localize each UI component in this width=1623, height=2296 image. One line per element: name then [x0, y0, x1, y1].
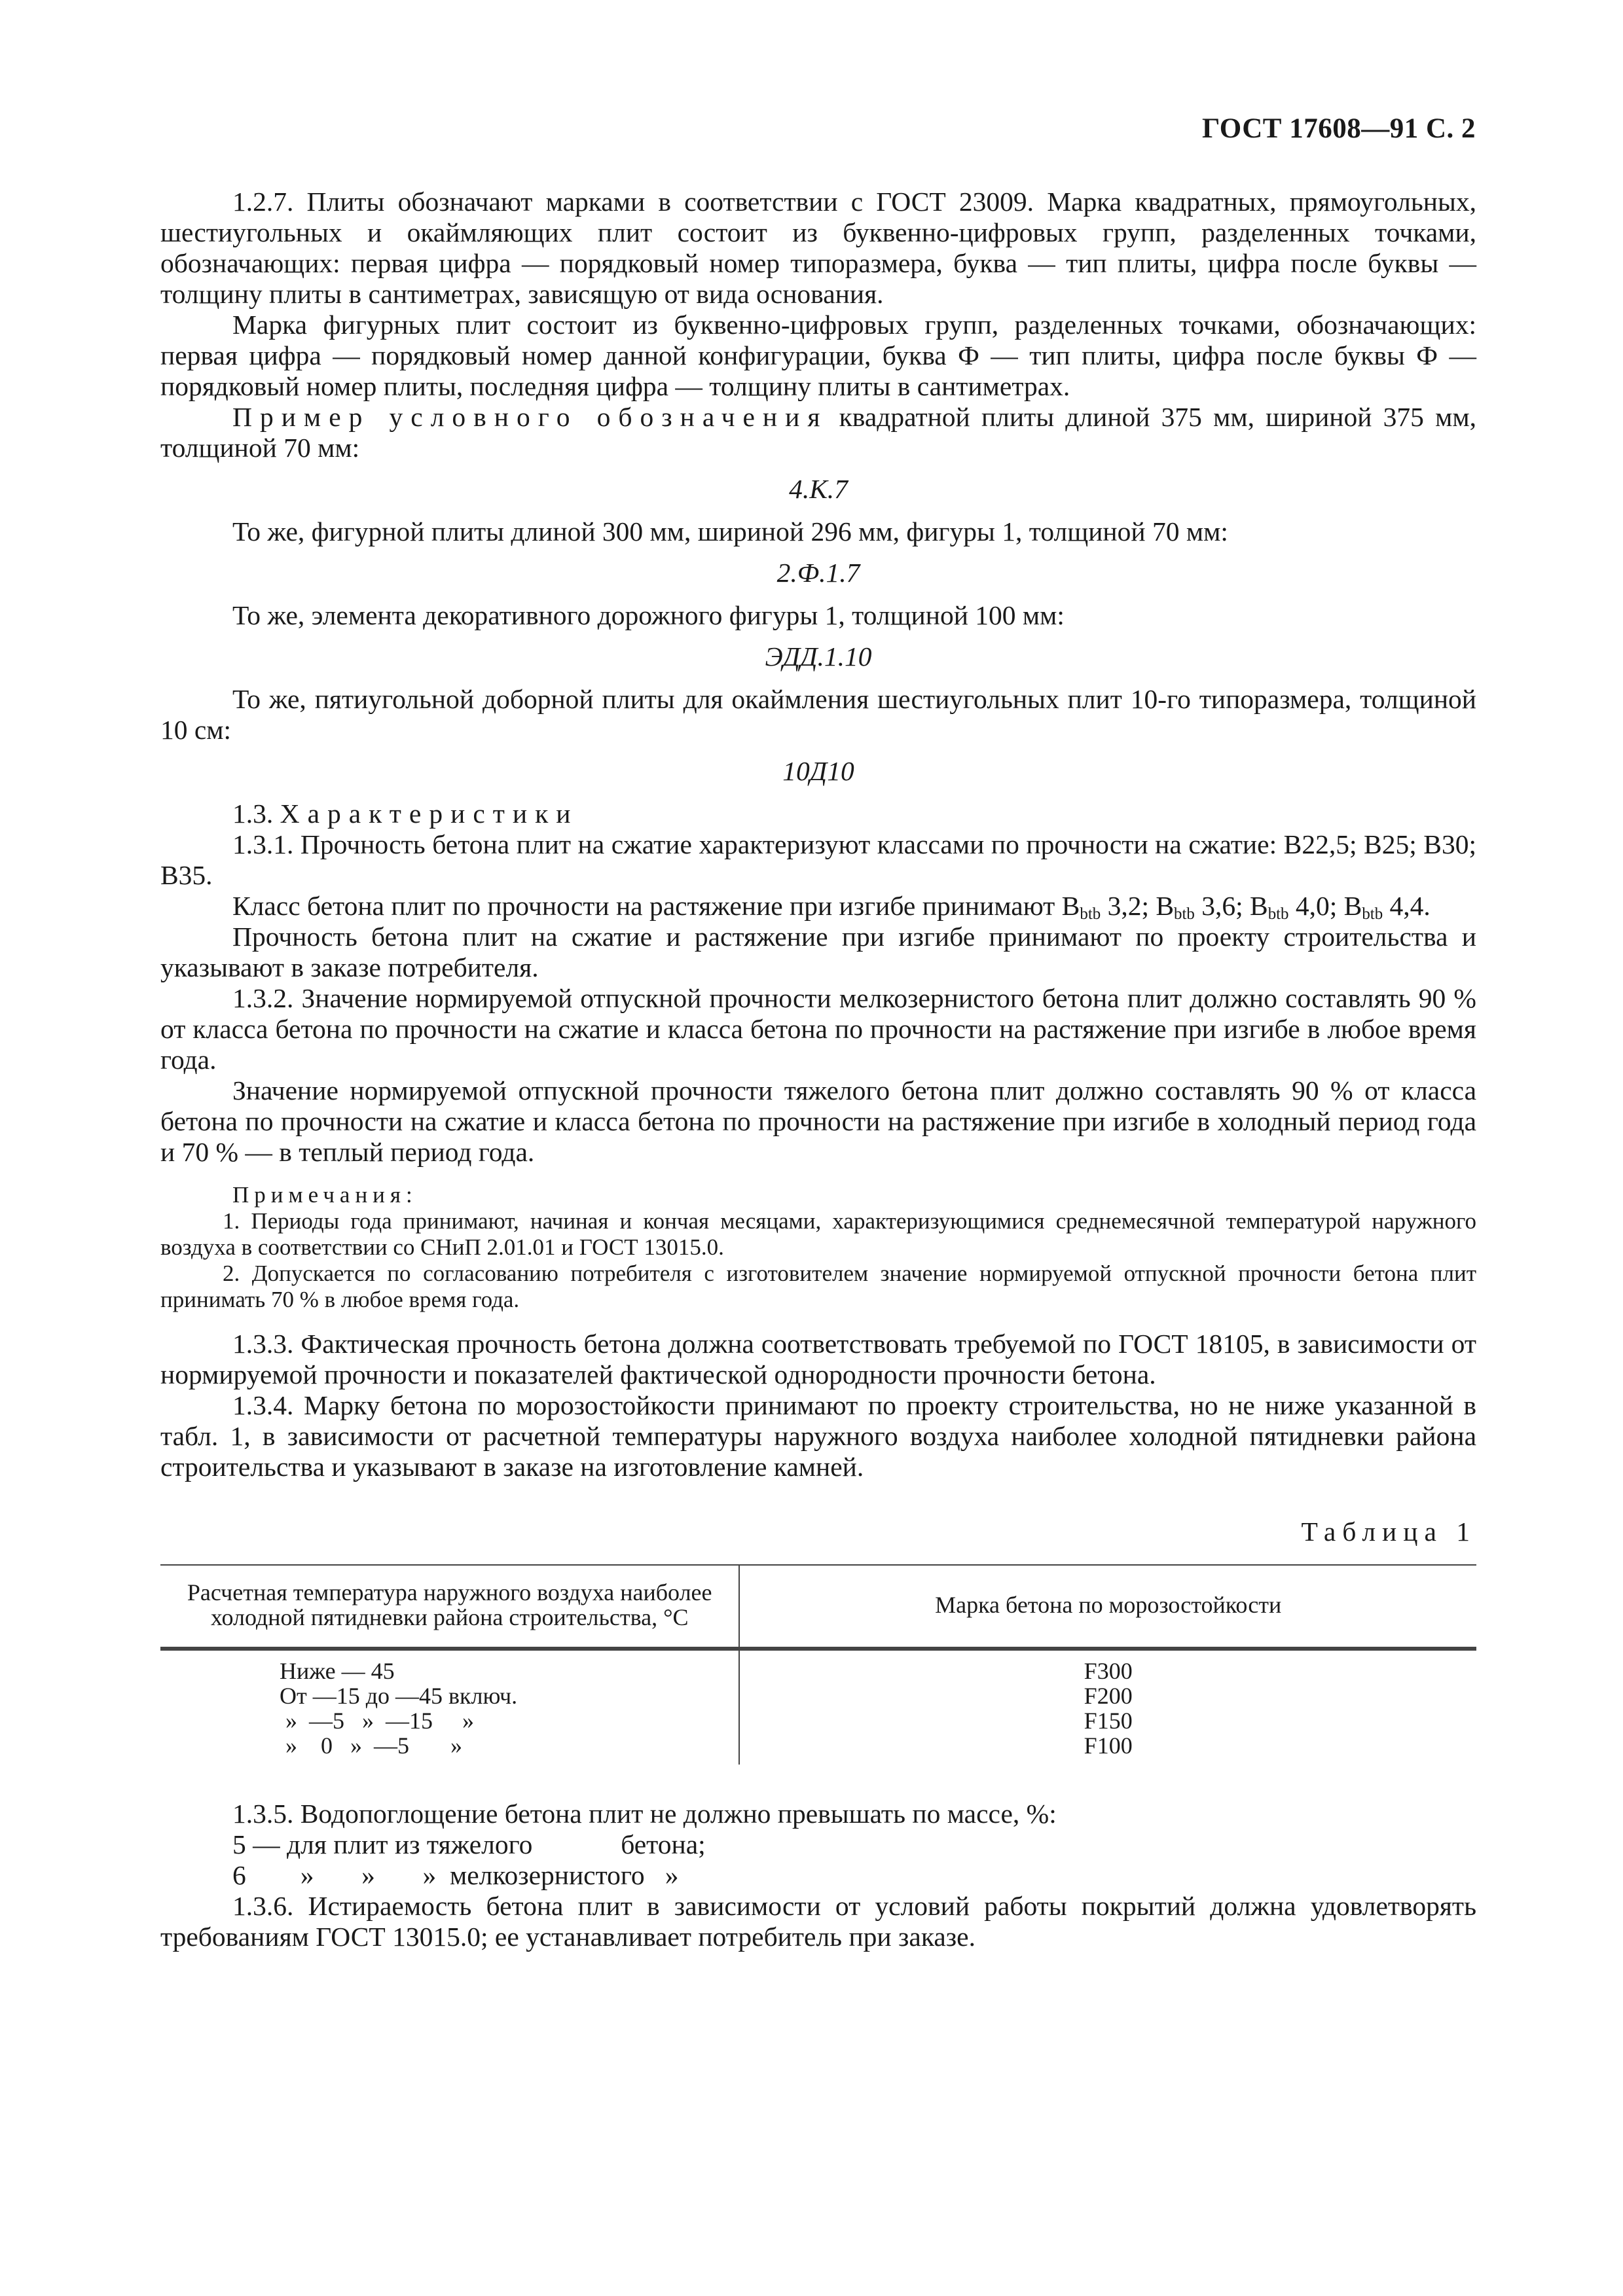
section-title: Характеристики — [280, 798, 579, 829]
temperature-cell: » —5 » —15 » — [280, 1708, 474, 1734]
paragraph-example — [160, 402, 1476, 463]
table-header-row — [160, 1565, 1476, 1649]
formula-pentagonal-plate: 10Д10 — [782, 756, 854, 786]
notes-block — [160, 1182, 1476, 1313]
frost-resistance-table — [160, 1564, 1476, 1765]
section-heading-1-3 — [160, 798, 1476, 829]
formula-figured-plate: 2.Ф.1.7 — [776, 558, 860, 588]
paragraph-heavy-concrete: Значение нормируемой отпускной прочности тяжелого бетона плит должно составлять 90 % от класса бетона по прочности на сжатие и класса бетона по прочности на растяжение при изгибе в холодный период года и 70 % — в теплый период года. — [160, 1075, 1476, 1167]
temperature-cell: » 0 » —5 » — [280, 1732, 462, 1759]
paragraph-tensile-class: Класс бетона плит по прочности на растяжение при изгибе принимают $B_{btb}$ 3,2; $B_{btb}$ 3,6; $B_{btb}$ 4,0; $B_{btb}$ 4,4. — [232, 891, 1431, 924]
note-2: 2. Допускается по согласованию потребителя с изготовителем значение нормируемой отпускной прочности бетона плит принимать 70 % в любое время года. — [160, 1261, 1476, 1312]
example-label: Пример условного обозначения — [232, 402, 828, 432]
notes-title: Примечания: — [232, 1182, 418, 1208]
table-header-grade: Марка бетона по морозостойкости — [739, 1565, 1476, 1649]
grade-cell: F100 — [1084, 1732, 1133, 1759]
paragraph-1-3-5: 1.3.5. Водопоглощение бетона плит не должно превышать по массе, %: — [232, 1799, 1057, 1829]
document-body — [160, 187, 1476, 1952]
page-header: ГОСТ 17608—91 С. 2 — [1201, 113, 1476, 144]
table-header-temperature: Расчетная температура наружного воздуха наиболее холодной пятидневки района строительства, °С — [160, 1565, 739, 1649]
example-text: квадратной плиты длиной 375 мм, шириной 375 мм, толщиной 70 мм: — [160, 402, 1476, 463]
paragraph-figured-example: То же, фигурной плиты длиной 300 мм, шириной 296 мм, фигуры 1, толщиной 70 мм: — [232, 516, 1228, 547]
formula-decorative-element: ЭДД.1.10 — [765, 641, 872, 672]
paragraph-pentagonal-example: То же, пятиугольной доборной плиты для окаймления шестиугольных плит 10-го типоразмера, толщиной 10 см: — [160, 684, 1476, 745]
water-absorption-fine: 6 » » » мелкозернистого » — [232, 1860, 679, 1890]
paragraph-1-2-7: 1.2.7. Плиты обозначают марками в соответствии с ГОСТ 23009. Марка квадратных, прямоугольных, шестиугольных и окаймляющих плит состоит из буквенно-цифровых групп, разделенных точками, обозначающих: первая цифра — порядковый номер типоразмера, буква — тип плиты, цифра после буквы — толщину плиты в сантиметрах, зависящую от вида основания. — [160, 187, 1476, 309]
water-absorption-heavy: 5 — для плит из тяжелого бетона; — [232, 1829, 706, 1859]
formula-square-plate: 4.К.7 — [789, 474, 848, 504]
paragraph-decorative-example: То же, элемента декоративного дорожного фигуры 1, толщиной 100 мм: — [232, 600, 1065, 630]
section-number: 1.3. — [232, 798, 280, 829]
paragraph-figured-plates: Марка фигурных плит состоит из буквенно-цифровых групп, разделенных точками, обозначающих: первая цифра — порядковый номер данной конфигурации, буква Ф — тип плиты, цифра после буквы Ф — порядковый номер плиты, последняя цифра — толщину плиты в сантиметрах. — [160, 310, 1476, 401]
grade-column — [739, 1649, 1476, 1765]
temperature-column — [160, 1649, 739, 1765]
paragraph-1-3-1: 1.3.1. Прочность бетона плит на сжатие характеризуют классами по прочности на сжатие: B22,5; B25; B30; B35. — [160, 829, 1476, 890]
grade-cell: F150 — [1084, 1708, 1133, 1734]
table-row — [160, 1649, 1476, 1765]
note-1: 1. Периоды года принимают, начиная и кончая месяцами, характеризующимися среднемесячной температурой наружного воздуха в соответствии со СНиП 2.01.01 и ГОСТ 13015.0. — [160, 1208, 1476, 1260]
paragraph-1-3-4: 1.3.4. Марку бетона по морозостойкости принимают по проекту строительства, но не ниже указанной в табл. 1, в зависимости от расчетной температуры наружного воздуха наиболее холодной пятидневки района строительства и указывают в заказе на изготовление камней. — [160, 1390, 1476, 1482]
paragraph-1-3-6: 1.3.6. Истираемость бетона плит в зависимости от условий работы покрытий должна удовлетворять требованиям ГОСТ 13015.0; ее устанавливает потребитель при заказе. — [160, 1891, 1476, 1952]
paragraph-strength-project: Прочность бетона плит на сжатие и растяжение при изгибе принимают по проекту строительства и указывают в заказе потребителя. — [160, 922, 1476, 982]
table-caption: Таблица 1 — [1301, 1516, 1476, 1547]
paragraph-1-3-2: 1.3.2. Значение нормируемой отпускной прочности мелкозернистого бетона плит должно составлять 90 % от класса бетона по прочности на сжатие и класса бетона по прочности на растяжение при изгибе в любое время года. — [160, 983, 1476, 1075]
grade-cell: F200 — [1084, 1683, 1133, 1709]
grade-cell: F300 — [1084, 1658, 1133, 1684]
temperature-cell: Ниже — 45 — [280, 1658, 395, 1684]
paragraph-1-3-3: 1.3.3. Фактическая прочность бетона должна соответствовать требуемой по ГОСТ 18105, в зависимости от нормируемой прочности и показателей фактической однородности прочности бетона. — [160, 1329, 1476, 1390]
temperature-cell: От —15 до —45 включ. — [280, 1683, 518, 1709]
